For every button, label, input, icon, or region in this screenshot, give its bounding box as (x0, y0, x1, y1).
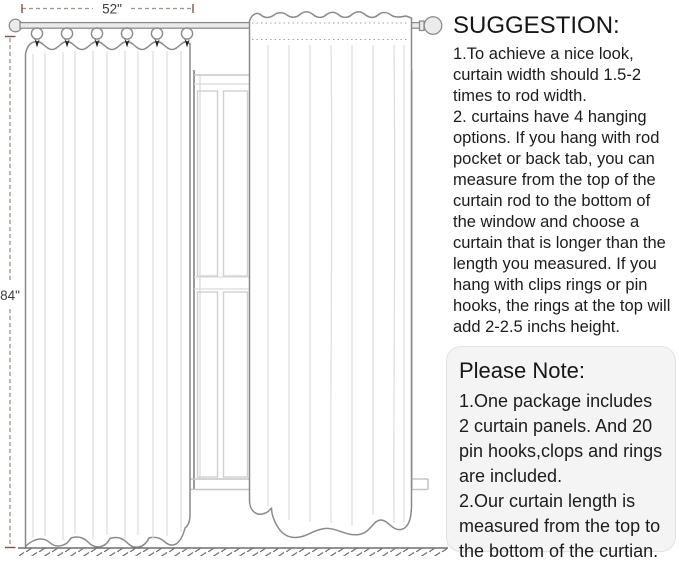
curtain-ring (31, 28, 42, 39)
width-measurement (22, 2, 193, 17)
length-measurement (0, 37, 20, 548)
curtain-rings (31, 28, 192, 48)
suggestion-title: SUGGESTION: (453, 12, 620, 39)
note-title: Please Note: (459, 358, 585, 383)
length-label: 84" (0, 288, 20, 303)
rod-finial-right (424, 17, 442, 35)
window-pane (224, 91, 248, 276)
please-note-box (446, 346, 676, 561)
curtain-ring (61, 28, 72, 39)
curtain-ring (121, 28, 132, 39)
curtain-ring (151, 28, 162, 39)
note-item-2: 2.Our curtain length is measured from the top to the bottom of the curtian. (459, 491, 661, 561)
floor-hatching (19, 549, 447, 556)
suggestion-item-2: 2. curtains have 4 hanging options. If you hang with rod pocket or back tab, you can measure from the top of the curtain rod to the bottom of the window and choose a curtain that is longer than the length you measured. If you hang with clips rings or pin hooks, the rings at the top will add 2-2.5 inchs height. (453, 108, 671, 336)
rod-collar-right (420, 21, 425, 31)
window-pane (224, 292, 248, 477)
curtain-ring (91, 28, 102, 39)
floor (18, 548, 448, 556)
clip-ring-curtain-panel (26, 42, 191, 548)
rod-pocket-curtain-panel (250, 12, 412, 538)
note-item-1: 1.One package includes 2 curtain panels. And 20 pin hooks,clops and rings are included. (459, 391, 663, 486)
suggestion-item-1: 1.To achieve a nice look, curtain width should 1.5-2 times to rod width. (453, 45, 642, 105)
suggestion-section (453, 4, 677, 338)
width-label: 52" (102, 1, 122, 17)
curtain-ring (181, 28, 192, 39)
